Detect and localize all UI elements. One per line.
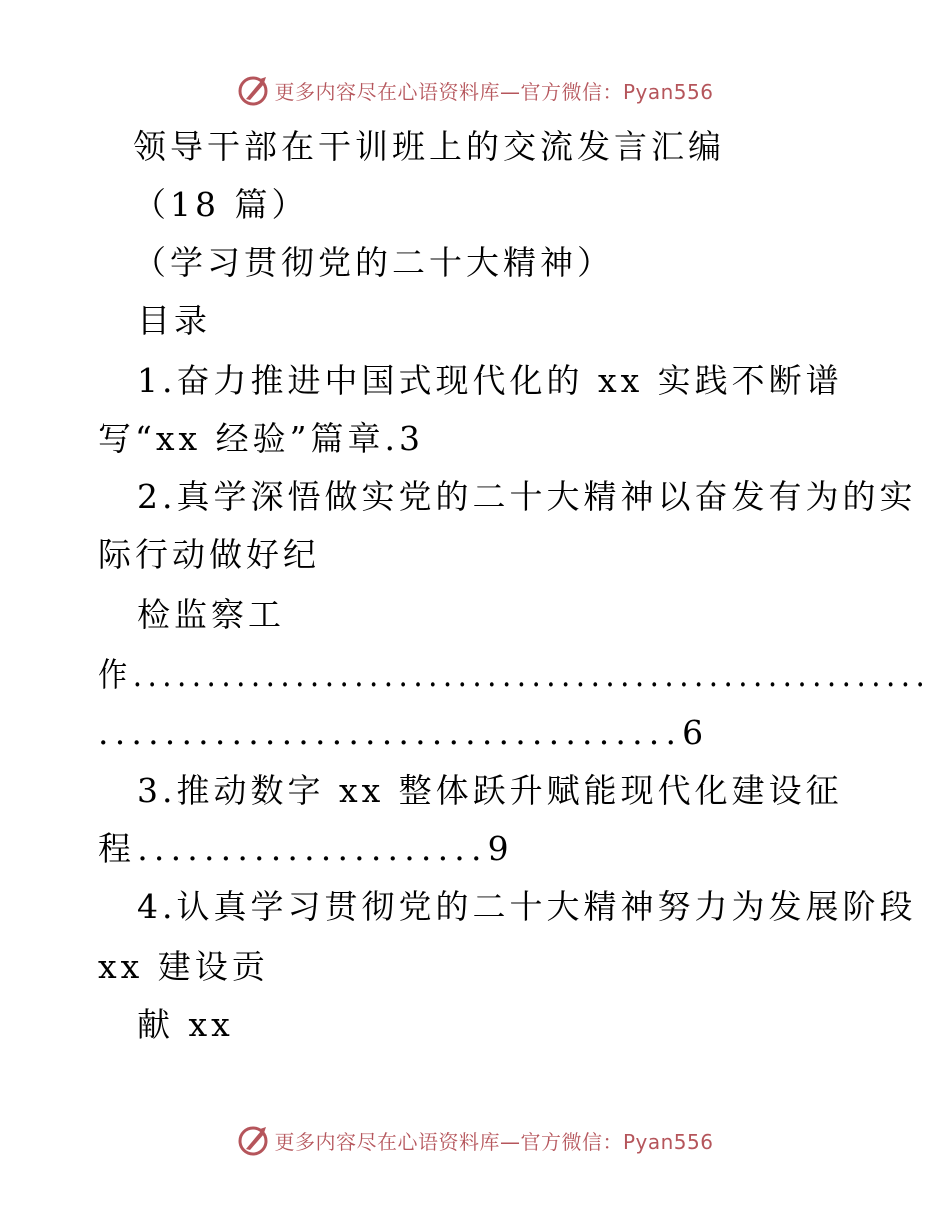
toc-entry-1-line-2[interactable]: 写“xx 经验”篇章.3	[98, 419, 424, 458]
toc-entry-4-line-2[interactable]: xx 建设贡	[98, 947, 269, 986]
toc-heading: 目录	[137, 301, 211, 340]
banner-text: 更多内容尽在心语资料库—官方微信：Pyan556	[274, 79, 714, 104]
toc-entry-2-line-4[interactable]: 作......................................................	[98, 655, 931, 694]
toc-entry-2-line-2[interactable]: 际行动做好纪	[98, 535, 320, 574]
theme-note: （学习贯彻党的二十大精神）	[133, 243, 614, 282]
quill-logo-icon	[236, 1123, 270, 1157]
quill-logo-icon	[236, 73, 270, 107]
toc-entry-2-line-5[interactable]: ...................................6	[98, 713, 710, 752]
toc-entry-4-line-1[interactable]: 4.认真学习贯彻党的二十大精神努力为发展阶段	[137, 887, 917, 926]
count-note: （18 篇）	[133, 185, 309, 224]
document-title: 领导干部在干训班上的交流发言汇编	[133, 127, 725, 166]
toc-entry-2-line-1[interactable]: 2.真学深悟做实党的二十大精神以奋发有为的实	[137, 477, 917, 516]
toc-entry-3-line-2[interactable]: 程.....................9	[98, 829, 515, 868]
footer-banner	[0, 1120, 950, 1160]
toc-entry-4-line-3[interactable]: 献 xx	[137, 1005, 234, 1044]
toc-entry-1-line-1[interactable]: 1.奋力推进中国式现代化的 xx 实践不断谱	[137, 361, 843, 400]
header-banner	[0, 70, 950, 110]
toc-entry-3-line-1[interactable]: 3.推动数字 xx 整体跃升赋能现代化建设征	[137, 771, 843, 810]
toc-entry-2-line-3[interactable]: 检监察工	[137, 595, 285, 634]
banner-text: 更多内容尽在心语资料库—官方微信：Pyan556	[274, 1129, 714, 1154]
